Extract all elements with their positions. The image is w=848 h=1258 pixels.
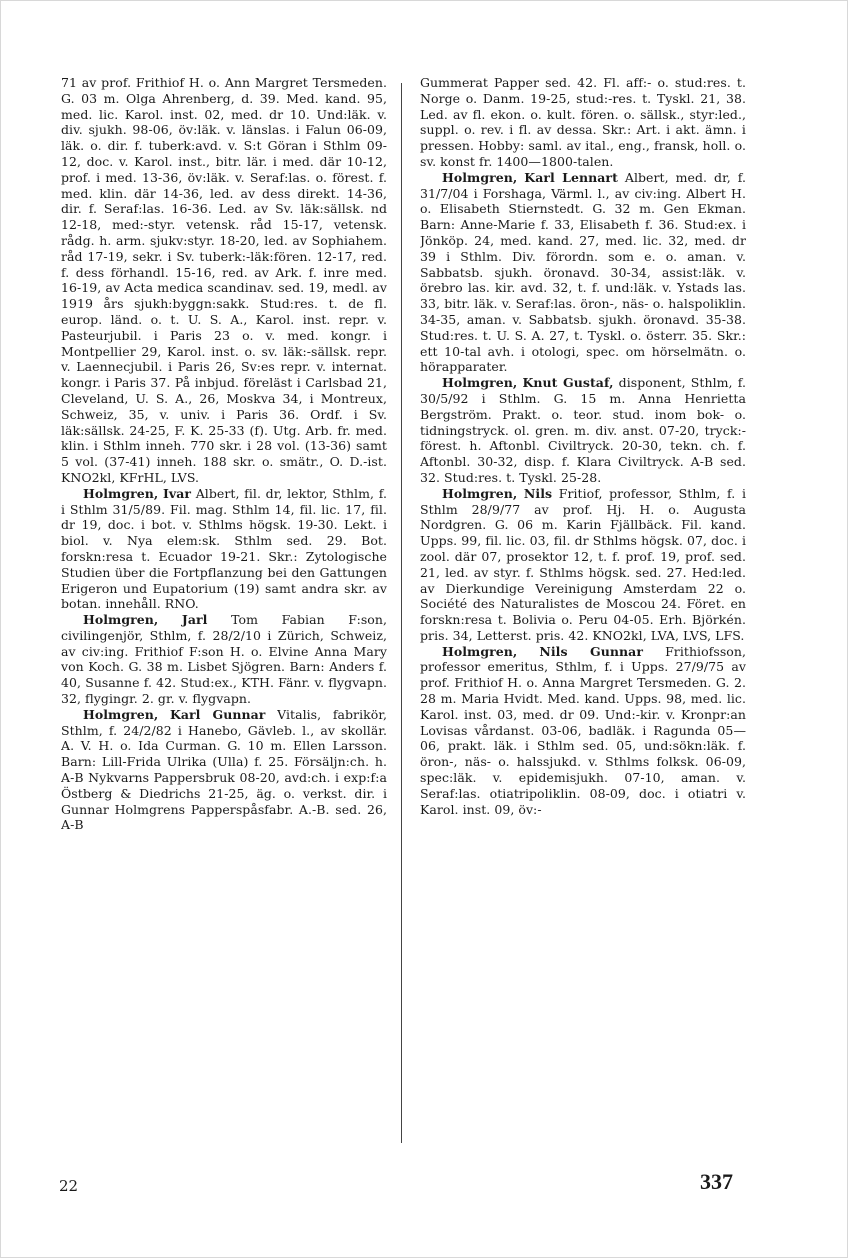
signature-mark: 22 [59,1177,79,1195]
entry-text: disponent, Sthlm, f. 30/5/92 i Sthlm. G. 15 m. Anna Henrietta Bergström. Prakt. o. teor. stud. inom bok- o. tidningstryck. ol. gren. m. div. anst. 07-20, tryck:-förest. h. Aftonbl. Civiltryck. 20-30, tekn. ch. f. Aftonbl. 30-32, disp. f. Klara Civiltryck. A-B sed. 32. Stud:res. t. Tyskl. 25-28. [420,375,746,485]
entry-text: Tom Fabian F:son, civilingenjör, Sthlm, f. 28/2/10 i Zürich, Schweiz, av civ:ing. Frithiof F:son H. o. Elvine Anna Mary von Koch. G. 38 m. Lisbet Sjögren. Barn: Anders f. 40, Susanne f. 42. Stud:ex., KTH. Fänr. v. flygvapn. 32, flygingr. 2. gr. v. flygvapn. [61,612,387,707]
entry-surname: Holmgren, [442,485,518,501]
left-column [61,75,387,833]
entry-surname: Holmgren, [442,375,518,391]
entry-surname: Holmgren, [83,706,159,722]
entry-holmgren-nils-gunnar [420,644,746,818]
entry-given-name: Nils Gunnar [539,643,643,659]
entry-given-name: Karl Lennart [524,169,618,185]
entry-continuation [61,75,387,486]
entry-text: 71 av prof. Frithiof H. o. Ann Margret Tersmeden. G. 03 m. Olga Ahrenberg, d. 39. Med. kand. 95, med. lic. Karol. inst. 02, med. dr 10. Und:läk. v. div. sjukh. 98-06, öv:läk. v. länslas. i Falun 06-09, läk. o. dir. f. tuberk:avd. v. S:t Göran i Sthlm 09-12, doc. v. Karol. inst., bitr. lär. i med. där 10-12, prof. i med. 13-36, öv:läk. v. Seraf:las. o. förest. f. med. klin. där 14-36, led. av dess direkt. 14-36, dir. f. Seraf:las. 16-36. Led. av Sv. läk:sällsk. nd 12-18, med:-styr. vetensk. råd 15-17, vetensk. rådg. h. arm. sjukv:styr. 18-20, led. av Sophiahem. råd 17-19, sekr. i Sv. tuberk:-läk:fören. 12-17, red. f. dess förhandl. 15-16, red. av Ark. f. inre med. 16-19, av Acta medica scandinav. sed. 19, medl. av 1919 års sjukh:byggn:sakk. Stud:res. t. de fl. europ. länd. o. t. U. S. A., Karol. inst. repr. v. Pasteurjubil. i Paris 23 o. v. med. kongr. i Montpellier 29, Karol. inst. o. sv. läk:-sällsk. repr. v. Laennecjubil. i Paris 26, Sv:es repr. v. internat. kongr. i Paris 37. På inbjud. föreläst i Carlsbad 21, Cleveland, U. S. A., 26, Moskva 34, i Montreux, Schweiz, 35, v. univ. i Paris 36. Ordf. i Sv. läk:sällsk. 24-25, F. K. 25-33 (f). Utg. Arb. fr. med. klin. i Sthlm inneh. 770 skr. i 28 vol. (13-36) samt 5 vol. (37-41) inneh. 188 skr. o. smätr., O. D.-ist. KNO2kl, KFrHL, LVS. [61,75,387,485]
entry-text: Gummerat Papper sed. 42. Fl. aff:- o. stud:res. t. Norge o. Danm. 19-25, stud:-res. t. Tyskl. 21, 38. Led. av fl. ekon. o. kult. fören. o. sällsk., styr:led., suppl. o. rev. i fl. av dessa. Skr.: Art. i akt. ämn. i pressen. Hobby: saml. av ital., eng., fransk, holl. o. sv. konst fr. 1400—1800-talen. [420,75,746,169]
entry-holmgren-ivar [61,486,387,612]
column-divider [401,83,402,1143]
entry-text: Fritiof, professor, Sthlm, f. i Sthlm 28/9/77 av prof. Hj. H. o. Augusta Nordgren. G. 06 m. Karin Fjällbäck. Fil. kand. Upps. 99, fil. lic. 03, fil. dr Sthlms högsk. 07, doc. i zool. där 07, prosektor 12, t. f. prof. 19, prof. sed. 21, led. av styr. f. Sthlms högsk. sed. 27. Hed:led. av Dierkundige Vereinigung Amsterdam 22 o. Société des Naturalistes de Moscou 24. Föret. en forskn:resa t. Bolivia o. Peru 04-05. Erh. Björkén. pris. 34, Letterst. pris. 42. KNO2kl, LVA, LVS, LFS. [420,485,746,643]
page-number: 337 [700,1169,733,1194]
entry-continuation [420,75,746,170]
entry-given-name: Karl Gunnar [169,706,266,722]
entry-text: Albert, med. dr, f. 31/7/04 i Forshaga, Värml. l., av civ:ing. Albert H. o. Elisabeth Stiernstedt. G. 32 m. Gen Ekman. Barn: Anne-Marie f. 33, Elisabeth f. 36. Stud:ex. i Jönköp. 24, med. kand. 27, med. lic. 32, med. dr 39 i Sthlm. Div. förordn. som e. o. aman. v. Sabbatsb. sjukh. öronavd. 30-34, assist:läk. v. örebro las. kir. avd. 32, t. f. und:läk. v. Ystads las. 33, bitr. läk. v. Seraf:las. öron-, näs- o. halspoliklin. 34-35, aman. v. Sabbatsb. sjukh. öronavd. 35-38. Stud:res. t. U. S. A. 27, t. Tyskl. o. österr. 35. Skr.: ett 10-tal avh. i otologi, spec. om hörselmätn. o. hörapparater. [420,169,746,375]
entry-surname: Holmgren, [442,169,518,185]
entry-given-name: Nils [523,485,553,501]
entry-given-name: Knut Gustaf, [522,375,614,391]
right-column [420,75,746,817]
entry-text: Frithiofsson, professor emeritus, Sthlm, f. i Upps. 27/9/75 av prof. Frithiof H. o. Anna Margret Tersmeden. G. 2. 28 m. Maria Hvidt. Med. kand. Upps. 98, med. lic. Karol. inst. 03, med. dr 09. Und:-kir. v. Kronpr:an Lovisas vårdanst. 03-06, badläk. i Ragunda 05—06, prakt. läk. i Sthlm sed. 05, und:sökn:läk. f. öron-, näs- o. halssjukd. v. Sthlms folksk. 06-09, spec:läk. v. epidemisjukh. 07-10, aman. v. Seraf:las. otiatripoliklin. 08-09, doc. i otiatri v. Karol. inst. 09, öv:- [420,643,746,817]
entry-surname: Holmgren, [442,643,518,659]
entry-given-name: Ivar [163,485,192,501]
entry-holmgren-karl-lennart [420,170,746,375]
entry-given-name: Jarl [181,612,208,628]
entry-holmgren-nils [420,486,746,644]
entry-text: Albert, fil. dr, lektor, Sthlm, f. i Sthlm 31/5/89. Fil. mag. Sthlm 14, fil. lic. 17, fil. dr 19, doc. i bot. v. Sthlms högsk. 19-30. Lekt. i biol. v. Nya elem:sk. Sthlm sed. 29. Bot. forskn:resa t. Ecuador 19-21. Skr.: Zytologische Studien über die Fortpflanzung bei den Gattungen Erigeron und Eupatorium (19) samt andra skr. av botan. innehåll. RNO. [61,485,387,612]
entry-surname: Holmgren, [83,612,159,628]
entry-holmgren-karl-gunnar [61,707,387,833]
entry-holmgren-knut-gustaf [420,375,746,486]
entry-text: Vitalis, fabrikör, Sthlm, f. 24/2/82 i Hanebo, Gävleb. l., av skollär. A. V. H. o. Ida Curman. G. 10 m. Ellen Larsson. Barn: Lill-Frida Ulrika (Ulla) f. 25. Försäljn:ch. h. A-B Nykvarns Pappersbruk 08-20, avd:ch. i exp:f:a Östberg & Diedrichs 21-25, äg. o. verkst. dir. i Gunnar Holmgrens Papperspåsfabr. A.-B. sed. 26, A-B [61,706,387,833]
entry-holmgren-jarl [61,612,387,707]
entry-surname: Holmgren, [83,485,159,501]
